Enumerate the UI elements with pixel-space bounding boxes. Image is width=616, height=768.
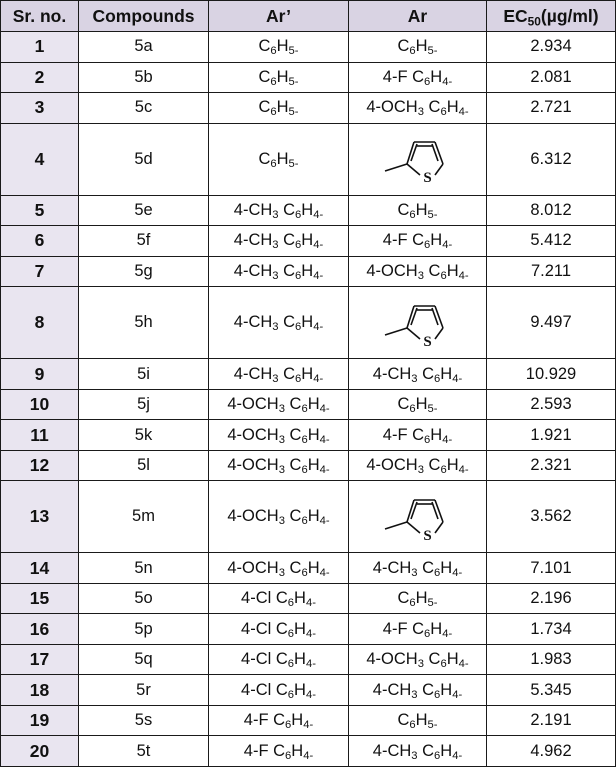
substituent-formula: 4-F $C_6H_{4-}$ — [382, 425, 453, 446]
table-row — [1, 359, 616, 390]
ar-cell — [349, 644, 487, 675]
substituent-formula: $4-CH_3$ $C_6H_{4-}$ — [233, 261, 324, 283]
substituent-formula: $4-CH_3$ $C_6H_{4-}$ — [233, 200, 324, 222]
ar-cell — [349, 389, 487, 420]
ec50-cell: 2.196 — [487, 583, 616, 614]
substituent-formula: $4-OCH_3$ $C_6H_{4-}$ — [227, 425, 330, 446]
compound-cell: 5q — [79, 644, 209, 675]
table-row — [1, 256, 616, 287]
ec50-cell: 2.934 — [487, 32, 616, 63]
ar-cell — [349, 583, 487, 614]
ar-prime-cell — [209, 736, 349, 767]
table-row — [1, 420, 616, 451]
sr-no-cell: 11 — [1, 420, 79, 451]
substituent-formula: $4-OCH_3$ $C_6H_{4-}$ — [366, 98, 469, 119]
ar-cell — [349, 450, 487, 481]
ec50-cell: 9.497 — [487, 287, 616, 359]
substituent-formula: 4-Cl $C_6H_{4-}$ — [241, 680, 316, 701]
compound-cell: 5s — [79, 705, 209, 736]
ar-cell — [349, 256, 487, 287]
ar-prime-cell — [209, 450, 349, 481]
ec50-cell: 2.081 — [487, 62, 616, 93]
ec50-cell: 7.211 — [487, 256, 616, 287]
compound-cell: 5o — [79, 583, 209, 614]
compound-cell: 5b — [79, 62, 209, 93]
ar-cell — [349, 123, 487, 195]
ar-prime-cell — [209, 583, 349, 614]
ar-cell — [349, 614, 487, 645]
substituent-formula: $C_6H_{5-}$ — [397, 200, 438, 222]
ar-cell — [349, 675, 487, 706]
ar-prime-cell — [209, 32, 349, 63]
sr-no-cell: 17 — [1, 644, 79, 675]
ar-cell — [349, 736, 487, 767]
ar-prime-cell — [209, 93, 349, 124]
sr-no-cell: 7 — [1, 256, 79, 287]
ec50-cell: 1.734 — [487, 614, 616, 645]
substituent-formula: $4-OCH_3$ $C_6H_{4-}$ — [366, 650, 469, 671]
ar-prime-cell — [209, 481, 349, 553]
sr-no-cell: 3 — [1, 93, 79, 124]
ar-cell — [349, 553, 487, 584]
ar-cell — [349, 226, 487, 257]
table-row — [1, 675, 616, 706]
sr-no-cell: 12 — [1, 450, 79, 481]
ar-prime-cell — [209, 123, 349, 195]
compound-cell: 5c — [79, 93, 209, 124]
sr-no-cell: 2 — [1, 62, 79, 93]
ar-cell — [349, 62, 487, 93]
substituent-formula: $C_6H_{5-}$ — [258, 98, 299, 119]
compound-cell: 5f — [79, 226, 209, 257]
table-row — [1, 736, 616, 767]
substituent-formula: $4-OCH_3$ $C_6H_{4-}$ — [366, 456, 469, 477]
ec50-cell: 2.321 — [487, 450, 616, 481]
sr-no-cell: 14 — [1, 553, 79, 584]
compound-cell: 5n — [79, 553, 209, 584]
substituent-formula: $4-CH_3$ $C_6H_{4-}$ — [233, 231, 324, 252]
compound-cell: 5t — [79, 736, 209, 767]
substituent-formula: $4-CH_3$ $C_6H_{4-}$ — [372, 364, 463, 385]
ec50-cell: 8.012 — [487, 195, 616, 226]
compound-cell: 5i — [79, 359, 209, 390]
ar-prime-cell — [209, 389, 349, 420]
ec50-cell: 5.345 — [487, 675, 616, 706]
compound-cell: 5m — [79, 481, 209, 553]
sr-no-cell: 19 — [1, 705, 79, 736]
ec50-cell: 2.721 — [487, 93, 616, 124]
ar-cell — [349, 93, 487, 124]
ar-cell — [349, 705, 487, 736]
ar-prime-cell — [209, 675, 349, 706]
substituent-formula: $C_6H_{5-}$ — [397, 589, 438, 610]
header-ec50: $EC_{50}(\mu g/ml)$ — [487, 1, 616, 32]
substituent-formula: $4-OCH_3$ $C_6H_{4-}$ — [227, 395, 330, 416]
table-row — [1, 450, 616, 481]
table-row — [1, 287, 616, 359]
substituent-formula: $4-CH_3$ $C_6H_{4-}$ — [372, 558, 463, 579]
table-row — [1, 583, 616, 614]
compound-cell: 5l — [79, 450, 209, 481]
substituent-formula: $C_6H_{5-}$ — [258, 67, 299, 88]
sr-no-cell: 20 — [1, 736, 79, 767]
substituent-formula: $C_6H_{5-}$ — [397, 395, 438, 416]
table-row — [1, 705, 616, 736]
sr-no-cell: 10 — [1, 389, 79, 420]
sr-no-cell: 6 — [1, 226, 79, 257]
sr-no-cell: 1 — [1, 32, 79, 63]
ec50-cell: 7.101 — [487, 553, 616, 584]
substituent-formula: $4-CH_3$ $C_6H_{4-}$ — [233, 313, 324, 334]
substituent-formula: 4-F $C_6H_{4-}$ — [243, 711, 314, 732]
ec50-cell: 3.562 — [487, 481, 616, 553]
substituent-formula: 4-F $C_6H_{4-}$ — [382, 67, 453, 88]
compound-cell: 5g — [79, 256, 209, 287]
sulfur-atom-label: S — [422, 527, 432, 544]
ec50-cell: 10.929 — [487, 359, 616, 390]
header-sr-no: Sr. no. — [1, 1, 79, 32]
ar-prime-cell — [209, 614, 349, 645]
table-body — [1, 32, 616, 767]
substituent-formula: 4-F $C_6H_{4-}$ — [382, 231, 453, 252]
sr-no-cell: 16 — [1, 614, 79, 645]
substituent-formula: $C_6H_{5-}$ — [258, 149, 299, 170]
ar-prime-cell — [209, 256, 349, 287]
compound-cell: 5h — [79, 287, 209, 359]
sr-no-cell: 4 — [1, 123, 79, 195]
table-row — [1, 93, 616, 124]
table-row — [1, 389, 616, 420]
ec50-cell: 2.191 — [487, 705, 616, 736]
substituent-formula: 4-Cl $C_6H_{4-}$ — [241, 589, 316, 610]
substituent-formula: $4-CH_3$ $C_6H_{4-}$ — [233, 364, 324, 385]
sr-no-cell: 13 — [1, 481, 79, 553]
substituent-formula: $4-OCH_3$ $C_6H_{4-}$ — [366, 261, 469, 283]
substituent-formula: $4-OCH_3$ $C_6H_{4-}$ — [227, 456, 330, 477]
sr-no-cell: 8 — [1, 287, 79, 359]
sulfur-atom-label: S — [422, 170, 432, 187]
substituent-formula: 4-F $C_6H_{4-}$ — [243, 741, 314, 762]
substituent-formula: 4-F $C_6H_{4-}$ — [382, 619, 453, 640]
sr-no-cell: 18 — [1, 675, 79, 706]
substituent-formula: $4-OCH_3$ $C_6H_{4-}$ — [227, 558, 330, 579]
ar-cell — [349, 287, 487, 359]
table-row — [1, 553, 616, 584]
ar-prime-cell — [209, 644, 349, 675]
compound-cell: 5r — [79, 675, 209, 706]
table-row — [1, 481, 616, 553]
ar-prime-cell — [209, 359, 349, 390]
table-row — [1, 226, 616, 257]
table-row — [1, 614, 616, 645]
ar-prime-cell — [209, 226, 349, 257]
ec50-cell: 5.412 — [487, 226, 616, 257]
ar-prime-cell — [209, 287, 349, 359]
compound-cell: 5a — [79, 32, 209, 63]
thiophene-structure-icon — [373, 295, 463, 351]
substituent-formula: $4-CH_3$ $C_6H_{4-}$ — [372, 680, 463, 701]
sr-no-cell: 5 — [1, 195, 79, 226]
ec50-cell: 1.983 — [487, 644, 616, 675]
compound-cell: 5p — [79, 614, 209, 645]
table-row — [1, 123, 616, 195]
thiophene-structure-icon — [373, 131, 463, 187]
header-ar-prime: Ar’ — [209, 1, 349, 32]
ar-prime-cell — [209, 195, 349, 226]
ar-cell — [349, 195, 487, 226]
substituent-formula: $C_6H_{5-}$ — [258, 37, 299, 58]
compound-cell: 5d — [79, 123, 209, 195]
sr-no-cell: 15 — [1, 583, 79, 614]
sr-no-cell: 9 — [1, 359, 79, 390]
substituent-formula: $C_6H_{5-}$ — [397, 711, 438, 732]
compound-cell: 5e — [79, 195, 209, 226]
compound-cell: 5k — [79, 420, 209, 451]
header-ar: Ar — [349, 1, 487, 32]
header-compounds: Compounds — [79, 1, 209, 32]
substituent-formula: $4-OCH_3$ $C_6H_{4-}$ — [227, 507, 330, 528]
table-row — [1, 644, 616, 675]
table-row — [1, 195, 616, 226]
compound-cell: 5j — [79, 389, 209, 420]
ec50-cell: 4.962 — [487, 736, 616, 767]
header-row — [1, 1, 616, 32]
ec50-cell: 2.593 — [487, 389, 616, 420]
ar-prime-cell — [209, 62, 349, 93]
ec50-cell: 1.921 — [487, 420, 616, 451]
ar-cell — [349, 32, 487, 63]
table-row — [1, 62, 616, 93]
ar-prime-cell — [209, 420, 349, 451]
ar-cell — [349, 420, 487, 451]
ar-cell — [349, 359, 487, 390]
ar-prime-cell — [209, 705, 349, 736]
ar-prime-cell — [209, 553, 349, 584]
thiophene-structure-icon — [373, 489, 463, 545]
substituent-formula: 4-Cl $C_6H_{4-}$ — [241, 619, 316, 640]
substituent-formula: 4-Cl $C_6H_{4-}$ — [241, 650, 316, 671]
substituent-formula: $4-CH_3$ $C_6H_{4-}$ — [372, 741, 463, 762]
substituent-formula: $C_6H_{5-}$ — [397, 37, 438, 58]
sulfur-atom-label: S — [422, 333, 432, 350]
ar-cell — [349, 481, 487, 553]
table-row — [1, 32, 616, 63]
ec50-cell: 6.312 — [487, 123, 616, 195]
